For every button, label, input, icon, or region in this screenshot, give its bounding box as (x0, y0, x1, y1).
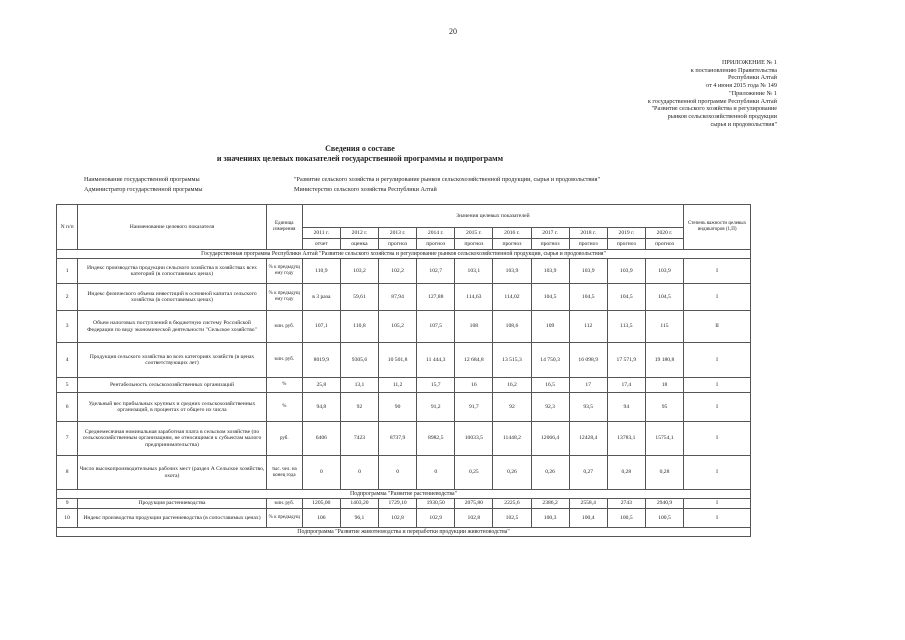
row-value: 94,8 (302, 393, 340, 422)
row-value: 10 501,8 (379, 343, 417, 378)
row-value: 12 684,8 (455, 343, 493, 378)
header-year: 2011 г. (302, 228, 340, 239)
row-value: 0,28 (645, 456, 683, 490)
row-degree: I (684, 393, 751, 422)
row-unit: % (266, 378, 302, 393)
row-value: 0,26 (531, 456, 569, 490)
row-value: 2940,9 (645, 499, 683, 509)
header-year: 2020 г. (645, 228, 683, 239)
row-value: 103,2 (340, 259, 378, 284)
row-unit: % (266, 393, 302, 422)
section-title: Подпрограмма "Развитие растениеводства" (57, 490, 751, 499)
row-value: 110,9 (302, 259, 340, 284)
row-value: 15,7 (417, 378, 455, 393)
row-value: 100,3 (531, 509, 569, 528)
row-value: в 3 раза (302, 284, 340, 311)
row-unit: % к предыдущ ему году (266, 284, 302, 311)
title-line: и значениях целевых показателей государственной программы и подпрограмм (216, 154, 504, 163)
row-value: 2386,2 (531, 499, 569, 509)
table-row (57, 284, 751, 311)
header-kind: прогноз (379, 239, 417, 250)
row-value: 113,5 (607, 311, 645, 343)
row-indicator-name: Индекс производства продукции сельского хозяйства в хозяйствах всех категорий (в сопоставимых ценах) (78, 259, 267, 284)
row-value: 103,9 (607, 259, 645, 284)
indicators-table (56, 204, 751, 537)
row-value: 0 (417, 456, 455, 490)
table-row (57, 456, 751, 490)
page-number: 20 (449, 27, 457, 36)
row-value: 11,2 (379, 378, 417, 393)
header-unit: Единица измерения (266, 205, 302, 250)
row-value: 102,8 (455, 509, 493, 528)
row-unit: % к предыдущ (266, 509, 302, 528)
row-value: 59,61 (340, 284, 378, 311)
row-value: 102,8 (379, 509, 417, 528)
header-year: 2014 г. (417, 228, 455, 239)
header-values: Значения целевых показателей (302, 205, 683, 228)
row-indicator-name: Рентабельность сельскохозяйственных организаций (78, 378, 267, 393)
row-value: 2743 (607, 499, 645, 509)
appendix-header (517, 59, 777, 128)
header-year: 2019 г. (607, 228, 645, 239)
row-value: 103,9 (645, 259, 683, 284)
row-number: 1 (57, 259, 78, 284)
header-year: 2016 г. (493, 228, 531, 239)
section-title: Подпрограмма "Развитие животноводства и переработки продукции животноводства" (57, 528, 751, 537)
row-value: 100,5 (645, 509, 683, 528)
row-value: 127,88 (417, 284, 455, 311)
header-row (57, 205, 751, 228)
row-value: 114,02 (493, 284, 531, 311)
table-row (57, 509, 751, 528)
row-degree: I (684, 259, 751, 284)
row-value: 103,9 (493, 259, 531, 284)
row-value: 104,5 (569, 284, 607, 311)
meta-administrator (84, 186, 437, 194)
meta-value: Министерство сельского хозяйства Республики Алтай (294, 186, 437, 193)
row-value: 112 (569, 311, 607, 343)
header-degree: Степень важности целевых индикаторов (1,П) (684, 205, 751, 250)
row-value: 8019,9 (302, 343, 340, 378)
row-value: 92,3 (531, 393, 569, 422)
table-row (57, 422, 751, 456)
row-value: 0 (379, 456, 417, 490)
row-number: 8 (57, 456, 78, 490)
row-value: 14 750,3 (531, 343, 569, 378)
row-unit: тыс. чел. на конец года (266, 456, 302, 490)
row-value: 13783,1 (607, 422, 645, 456)
row-unit: млн. руб. (266, 343, 302, 378)
row-value: 16 098,9 (569, 343, 607, 378)
row-number: 2 (57, 284, 78, 311)
appendix-line: Республики Алтай (728, 74, 777, 82)
appendix-line: к постановлению Правительства (690, 66, 777, 74)
row-value: 108,6 (493, 311, 531, 343)
row-value: 93,5 (569, 393, 607, 422)
header-year: 2015 г. (455, 228, 493, 239)
header-year: 2013 г. (379, 228, 417, 239)
row-value: 16 (455, 378, 493, 393)
row-value: 87,94 (379, 284, 417, 311)
row-value: 25,8 (302, 378, 340, 393)
appendix-line: ПРИЛОЖЕНИЕ № 1 (721, 59, 777, 66)
appendix-line: от 4 июня 2015 года № 149 (706, 82, 777, 90)
row-degree: I (684, 499, 751, 509)
row-unit: % к предыдущ ему году (266, 259, 302, 284)
row-value: 15754,1 (645, 422, 683, 456)
section-title: Государственная программа Республики Алтай "Развитие сельского хозяйства и регулирование рынков сельскохозяйственной продукции, сырья и продовольствия" (57, 250, 751, 259)
row-value: 107,1 (302, 311, 340, 343)
row-value: 17 (569, 378, 607, 393)
row-value: 2558,4 (569, 499, 607, 509)
row-value: 104,5 (607, 284, 645, 311)
row-value: 0,27 (569, 456, 607, 490)
row-degree: I (684, 456, 751, 490)
meta-label: Наименование государственной программы (84, 176, 200, 183)
row-value: 92 (340, 393, 378, 422)
row-value: 102,7 (417, 259, 455, 284)
header-year: 2018 г. (569, 228, 607, 239)
appendix-line: "Развитие сельского хозяйства и регулирование (651, 105, 777, 113)
row-value: 100,4 (569, 509, 607, 528)
row-value: 107,5 (417, 311, 455, 343)
section-row (57, 250, 751, 259)
header-kind: прогноз (607, 239, 645, 250)
row-value: 19 180,8 (645, 343, 683, 378)
row-value: 90 (379, 393, 417, 422)
row-degree: I (684, 378, 751, 393)
row-indicator-name: Число высокопроизводительных рабочих мест (раздел А Сельское хозяйство, охота) (78, 456, 267, 490)
row-number: 10 (57, 509, 78, 528)
row-value: 91,7 (455, 393, 493, 422)
appendix-line: сырья и продовольствия" (710, 120, 777, 128)
row-value: 106 (302, 509, 340, 528)
row-value: 100,5 (607, 509, 645, 528)
header-kind: оценка (340, 239, 378, 250)
row-value: 2075,80 (455, 499, 493, 509)
row-value: 91,2 (417, 393, 455, 422)
section-row (57, 528, 751, 537)
table-row (57, 259, 751, 284)
row-value: 7423 (340, 422, 378, 456)
row-value: 9305,6 (340, 343, 378, 378)
row-value: 17 571,9 (607, 343, 645, 378)
row-indicator-name: Продукция растениеводства (78, 499, 267, 509)
row-value: 13,1 (340, 378, 378, 393)
row-indicator-name: Среднемесячная номинальная заработная плата в сельском хозяйстве (по сельскохозяйственным организациям, не относящимся к субъектам малого предпринимательства) (78, 422, 267, 456)
row-unit: млн. руб. (266, 311, 302, 343)
row-value: 104,5 (531, 284, 569, 311)
meta-label: Администратор государственной программы (84, 186, 203, 193)
row-value: 102,9 (417, 509, 455, 528)
row-indicator-name: Индекс производства продукции растениеводства (в сопоставимых ценах) (78, 509, 267, 528)
row-number: 7 (57, 422, 78, 456)
header-year: 2017 г. (531, 228, 569, 239)
row-indicator-name: Удельный вес прибыльных крупных и средних сельскохозяйственных организаций, в процентах от общего их числа (78, 393, 267, 422)
row-value: 1205,00 (302, 499, 340, 509)
row-value: 8737,9 (379, 422, 417, 456)
row-indicator-name: Индекс физического объема инвестиций в основной капитал сельского хозяйства (в сопоставимых ценах) (78, 284, 267, 311)
meta-program (84, 176, 600, 184)
header-kind: прогноз (417, 239, 455, 250)
row-number: 9 (57, 499, 78, 509)
row-value: 2225,6 (493, 499, 531, 509)
row-value: 0,28 (607, 456, 645, 490)
row-value: 10033,5 (455, 422, 493, 456)
table-row (57, 393, 751, 422)
row-value: 110,8 (340, 311, 378, 343)
row-value: 94 (607, 393, 645, 422)
table-row (57, 499, 751, 509)
row-value: 96,1 (340, 509, 378, 528)
row-degree: II (684, 311, 751, 343)
appendix-line: "Приложение № 1 (729, 89, 777, 97)
header-kind: отчет (302, 239, 340, 250)
row-indicator-name: Объем налоговых поступлений в бюджетную систему Российской Федерации по виду экономической деятельности "Сельское хозяйство" (78, 311, 267, 343)
row-number: 6 (57, 393, 78, 422)
header-kind: прогноз (455, 239, 493, 250)
row-value: 109 (531, 311, 569, 343)
row-value: 103,9 (531, 259, 569, 284)
appendix-line: к государственной программе Республики Алтай (647, 97, 777, 105)
row-value: 17,4 (607, 378, 645, 393)
row-value: 18 (645, 378, 683, 393)
table-row (57, 311, 751, 343)
row-value: 1729,10 (379, 499, 417, 509)
row-value: 102,2 (379, 259, 417, 284)
row-value: 8982,5 (417, 422, 455, 456)
row-value: 1403,20 (340, 499, 378, 509)
row-value: 1930,50 (417, 499, 455, 509)
row-value: 114,63 (455, 284, 493, 311)
row-value: 115 (645, 311, 683, 343)
row-value: 12066,4 (531, 422, 569, 456)
row-unit: млн. руб. (266, 499, 302, 509)
row-number: 4 (57, 343, 78, 378)
meta-value: "Развитие сельского хозяйства и регулирование рынков сельскохозяйственной продукции, сырья и продовольствия" (294, 176, 600, 183)
row-value: 0,25 (455, 456, 493, 490)
row-value: 104,5 (645, 284, 683, 311)
row-value: 11 444,3 (417, 343, 455, 378)
header-kind: прогноз (645, 239, 683, 250)
row-value: 16,5 (531, 378, 569, 393)
row-value: 103,1 (455, 259, 493, 284)
header-name: Наименование целевого показателя (78, 205, 267, 250)
header-num: N п/п (57, 205, 78, 250)
header-kind: прогноз (493, 239, 531, 250)
row-indicator-name: Продукция сельского хозяйства во всех категориях хозяйств (в ценах соответствующих лет) (78, 343, 267, 378)
row-degree: I (684, 509, 751, 528)
appendix-line: рынков сельскохозяйственной продукции (667, 112, 777, 120)
section-row (57, 490, 751, 499)
row-value: 6406 (302, 422, 340, 456)
table-row (57, 343, 751, 378)
row-number: 3 (57, 311, 78, 343)
row-value: 103,9 (569, 259, 607, 284)
row-value: 16,2 (493, 378, 531, 393)
header-kind: прогноз (531, 239, 569, 250)
row-value: 0 (302, 456, 340, 490)
row-value: 0,26 (493, 456, 531, 490)
row-unit: руб. (266, 422, 302, 456)
row-value: 13 515,3 (493, 343, 531, 378)
row-value: 92 (493, 393, 531, 422)
row-value: 11448,2 (493, 422, 531, 456)
row-value: 105,2 (379, 311, 417, 343)
document-title (150, 144, 570, 164)
title-line: Сведения о составе (325, 144, 395, 153)
table-row (57, 378, 751, 393)
row-value: 102,5 (493, 509, 531, 528)
row-value: 95 (645, 393, 683, 422)
row-degree: I (684, 343, 751, 378)
row-value: 108 (455, 311, 493, 343)
row-value: 12428,4 (569, 422, 607, 456)
row-degree: I (684, 422, 751, 456)
row-degree: I (684, 284, 751, 311)
header-year: 2012 г. (340, 228, 378, 239)
row-value: 0 (340, 456, 378, 490)
header-kind: прогноз (569, 239, 607, 250)
row-number: 5 (57, 378, 78, 393)
